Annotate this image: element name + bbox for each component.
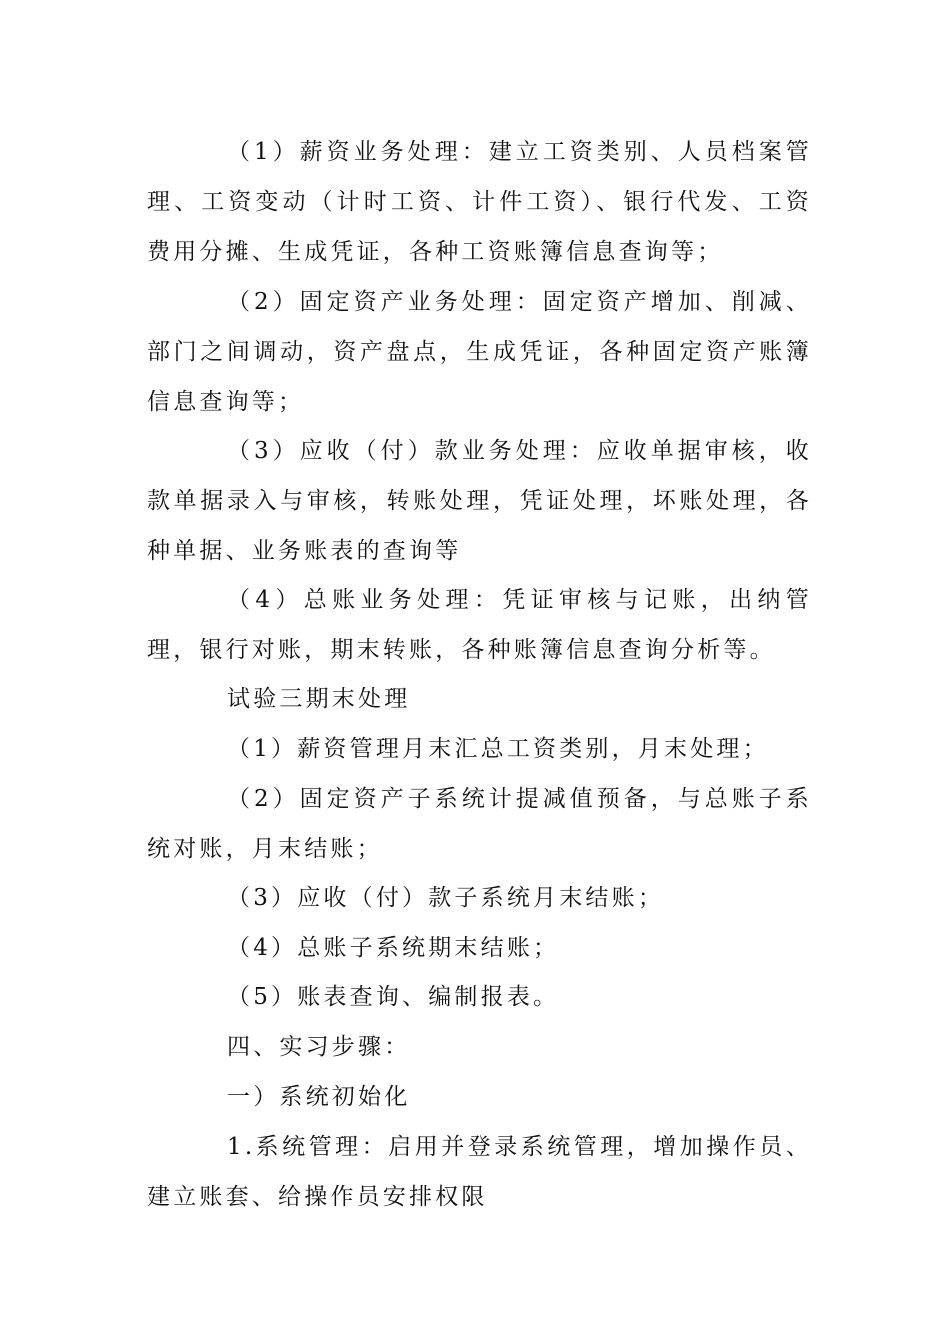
heading-experiment-three: 试验三期末处理: [227, 686, 411, 712]
paragraph-fixed-assets-processing: （2）固定资产业务处理：固定资产增加、削减、部门之间调动，资产盘点，生成凭证，各种固定资产账簿信息查询等；: [147, 289, 812, 415]
paragraph-general-ledger-processing: （4）总账业务处理：凭证审核与记账，出纳管理，银行对账，期末转账，各种账簿信息查询分析等。: [147, 587, 812, 663]
paragraph-salary-month-end: （1）薪资管理月末汇总工资类别，月末处理；: [227, 736, 769, 762]
paragraph-receivables-processing: （3）应收（付）款业务处理：应收单据审核，收款单据录入与审核，转账处理，凭证处理，坏账处理，各种单据、业务账表的查询等: [147, 438, 812, 564]
paragraph-system-management: 1.系统管理：启用并登录系统管理，增加操作员、建立账套、给操作员安排权限: [147, 1134, 812, 1210]
paragraph-salary-processing: （1）薪资业务处理：建立工资类别、人员档案管理、工资变动（计时工资、计件工资）、银行代发、工资费用分摊、生成凭证，各种工资账簿信息查询等；: [147, 139, 812, 265]
paragraph-ledger-period-end: （4）总账子系统期末结账；: [227, 935, 560, 961]
paragraph-fixed-assets-month-end: （2）固定资产子系统计提减值预备，与总账子系统对账，月末结账；: [147, 786, 812, 862]
paragraph-report-query: （5）账表查询、编制报表。: [227, 984, 560, 1010]
heading-internship-steps: 四、实习步骤：: [227, 1034, 411, 1060]
heading-system-initialization: 一）系统初始化: [227, 1084, 411, 1110]
paragraph-receivables-month-end: （3）应收（付）款子系统月末结账；: [227, 885, 665, 911]
